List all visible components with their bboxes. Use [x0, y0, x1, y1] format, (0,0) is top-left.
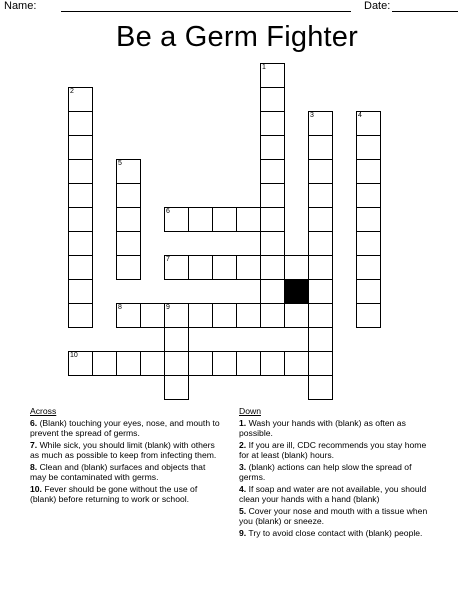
name-label: Name:: [4, 0, 37, 12]
grid-cell[interactable]: [308, 231, 333, 256]
grid-cell[interactable]: [308, 159, 333, 184]
grid-cell[interactable]: [188, 351, 213, 376]
grid-cell[interactable]: [236, 303, 261, 328]
grid-cell[interactable]: [116, 207, 141, 232]
grid-cell[interactable]: [188, 207, 213, 232]
grid-cell[interactable]: [356, 135, 381, 160]
grid-cell[interactable]: [164, 351, 189, 376]
clue-number-8: 8: [118, 304, 122, 311]
grid-cell[interactable]: [68, 87, 93, 112]
grid-cell[interactable]: [164, 255, 189, 280]
grid-cell[interactable]: [260, 279, 285, 304]
grid-cell[interactable]: [236, 207, 261, 232]
grid-cell[interactable]: [308, 111, 333, 136]
grid-cell[interactable]: [116, 351, 141, 376]
grid-cell[interactable]: [164, 207, 189, 232]
grid-cell[interactable]: [140, 351, 165, 376]
grid-cell[interactable]: [164, 303, 189, 328]
grid-cell[interactable]: [260, 231, 285, 256]
grid-cell[interactable]: [284, 303, 309, 328]
grid-cell[interactable]: [68, 231, 93, 256]
clue-number-4: 4: [358, 112, 362, 119]
clue-down-3: 3. (blank) actions can help slow the spread of germs.: [239, 461, 412, 482]
grid-cell[interactable]: [284, 255, 309, 280]
grid-cell[interactable]: [308, 255, 333, 280]
grid-cell[interactable]: [356, 111, 381, 136]
grid-cell[interactable]: [92, 351, 117, 376]
grid-cell[interactable]: [308, 207, 333, 232]
clue-across-7: 7. While sick, you should limit (blank) with others as much as possible to keep from infecting them.: [30, 439, 217, 460]
grid-cell[interactable]: [260, 135, 285, 160]
grid-cell[interactable]: [308, 135, 333, 160]
clue-number-10: 10: [70, 352, 78, 359]
grid-cell[interactable]: [236, 255, 261, 280]
grid-cell[interactable]: [308, 375, 333, 400]
grid-cell[interactable]: [212, 303, 237, 328]
grid-cell[interactable]: [308, 351, 333, 376]
grid-cell[interactable]: [164, 327, 189, 352]
grid-cell[interactable]: [260, 183, 285, 208]
grid-cell[interactable]: [212, 207, 237, 232]
down-clues: [239, 406, 434, 539]
clue-down-9: 9. Try to avoid close contact with (blank) people.: [239, 527, 423, 538]
grid-cell[interactable]: [116, 183, 141, 208]
grid-cell[interactable]: [116, 159, 141, 184]
grid-cell[interactable]: [308, 183, 333, 208]
grid-cell[interactable]: [140, 303, 165, 328]
grid-cell[interactable]: [308, 303, 333, 328]
grid-cell[interactable]: [68, 303, 93, 328]
grid-cell[interactable]: [356, 207, 381, 232]
grid-cell[interactable]: [284, 351, 309, 376]
clue-number-5: 5: [118, 160, 122, 167]
clue-number-2: 2: [70, 88, 74, 95]
grid-cell[interactable]: [260, 303, 285, 328]
grid-cell[interactable]: [356, 159, 381, 184]
grid-cell[interactable]: [212, 351, 237, 376]
grid-cell[interactable]: [356, 231, 381, 256]
grid-cell[interactable]: [236, 351, 261, 376]
clue-number-9: 9: [166, 304, 170, 311]
clue-down-2: 2. If you are ill, CDC recommends you stay home for at least (blank) hours.: [239, 439, 427, 460]
grid-cell[interactable]: [260, 159, 285, 184]
clue-across-6: 6. (Blank) touching your eyes, nose, and mouth to prevent the spread of germs.: [30, 417, 220, 438]
clue-number-3: 3: [310, 112, 314, 119]
grid-cell[interactable]: [356, 255, 381, 280]
grid-cell[interactable]: [356, 183, 381, 208]
grid-cell[interactable]: [116, 255, 141, 280]
grid-cell[interactable]: [260, 207, 285, 232]
grid-cell[interactable]: [68, 279, 93, 304]
grid-cell[interactable]: [260, 87, 285, 112]
grid-cell[interactable]: [356, 303, 381, 328]
clue-number-7: 7: [166, 256, 170, 263]
grid-cell[interactable]: [188, 255, 213, 280]
grid-cell[interactable]: [260, 111, 285, 136]
grid-cell[interactable]: [68, 159, 93, 184]
clue-down-1: 1. Wash your hands with (blank) as often as possible.: [239, 417, 406, 438]
down-heading: Down: [239, 406, 261, 416]
across-heading: Across: [30, 406, 57, 416]
clue-number-6: 6: [166, 208, 170, 215]
grid-cell[interactable]: [68, 183, 93, 208]
clue-down-5: 5. Cover your nose and mouth with a tissue when you (blank) or sneeze.: [239, 505, 428, 526]
grid-cell[interactable]: [356, 279, 381, 304]
clue-across-8: 8. Clean and (blank) surfaces and objects that may be contaminated with germs.: [30, 461, 206, 482]
clue-number-1: 1: [262, 64, 266, 71]
grid-cell[interactable]: [68, 135, 93, 160]
black-square: [284, 279, 309, 304]
grid-cell[interactable]: [260, 351, 285, 376]
grid-cell[interactable]: [260, 63, 285, 88]
grid-cell[interactable]: [68, 111, 93, 136]
grid-cell[interactable]: [308, 279, 333, 304]
clue-across-10: 10. Fever should be gone without the use of (blank) before returning to work or school.: [30, 483, 198, 504]
clue-down-4: 4. If soap and water are not available, you should clean your hands with a hand (blank): [239, 483, 427, 504]
across-clues: [30, 406, 220, 506]
grid-cell[interactable]: [116, 303, 141, 328]
grid-cell[interactable]: [116, 231, 141, 256]
puzzle-title: Be a Germ Fighter: [116, 21, 358, 53]
grid-cell[interactable]: [212, 255, 237, 280]
grid-cell[interactable]: [164, 375, 189, 400]
grid-cell[interactable]: [68, 255, 93, 280]
grid-cell[interactable]: [308, 327, 333, 352]
date-label: Date:: [364, 0, 391, 12]
grid-cell[interactable]: [188, 303, 213, 328]
grid-cell[interactable]: [68, 351, 93, 376]
grid-cell[interactable]: [68, 207, 93, 232]
grid-cell[interactable]: [260, 255, 285, 280]
